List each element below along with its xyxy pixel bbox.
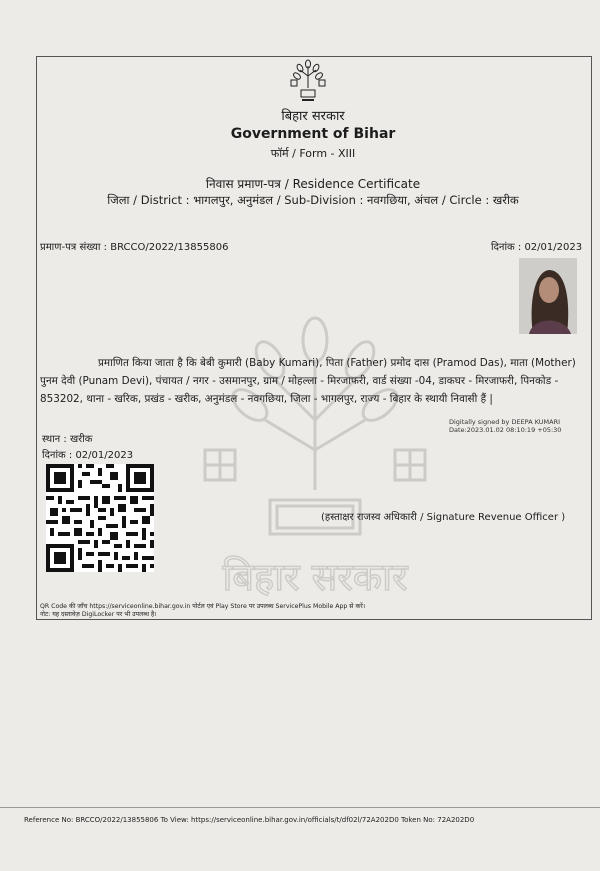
digital-signature-date: Date:2023.01.02 08:10:19 +05:30 [449, 426, 562, 434]
certificate-number: प्रमाण-पत्र संख्या : BRCCO/2022/13855806 [40, 242, 229, 253]
form-number: फॉर्म / Form - XIII [270, 147, 356, 160]
signature-label: (हस्ताक्षर राजस्व अधिकारी / Signature Revenue Officer ) [321, 512, 566, 523]
government-title: Government of Bihar [230, 126, 396, 142]
place-of-issue: स्थान : खरीक [42, 434, 93, 445]
watermark-text: बिहार सरकार [222, 555, 408, 599]
applicant-photo [519, 258, 577, 334]
footer-reference: Reference No: BRCCO/2022/13855806 To View: https://serviceonline.bihar.gov.in/officials/t/df02l/72A202D0 Token No: 72A202D0 [24, 816, 475, 824]
qr-code-icon[interactable] [46, 464, 154, 572]
district-line: जिला / District : भागलपुर, अनुमंडल / Sub-Division : नवगछिया, अंचल / Circle : खरीक [107, 193, 519, 207]
certificate-title: निवास प्रमाण-पत्र / Residence Certificate [205, 177, 421, 191]
digital-signature [449, 418, 561, 434]
bihar-emblem-icon [288, 58, 328, 104]
issue-date: दिनांक : 02/01/2023 [42, 450, 134, 461]
digilocker-note: नोट: यह दस्तावेज़ DigiLocker पर भी उपलब्ध है। [40, 611, 157, 618]
qr-verification-note: QR Code की जाँच https://serviceonline.bihar.gov.in पोर्टल एवं Play Store पर उपलब्ध ServicePlus Mobile App से करें। [40, 603, 366, 610]
hindi-government-title: बिहार सरकार [281, 109, 345, 124]
bihar-emblem-watermark-icon [195, 300, 435, 600]
certificate-body: प्रमाणित किया जाता है कि बेबी कुमारी (Baby Kumari), पिता (Father) प्रमोद दास (Pramod Das), माता (Mother) पुनम देवी (Punam Devi), पंचायत / नगर - उसमानपुर, ग्राम / मोहल्ला - मिरजाफरी, वार्ड संख्या -04, डाकघर - मिरजाफरी, पिनकोड - 853202, थाना - खरिक, प्रखंड - खरीक, अनुमंडल - नवगछिया, जिला - भागलपुर, राज्य - बिहार के स्थायी निवासी हैं | [40, 357, 576, 405]
footer-divider [0, 807, 600, 808]
certificate-date: दिनांक : 02/01/2023 [491, 242, 583, 253]
digital-signature-name: Digitally signed by DEEPA KUMARI [449, 418, 561, 426]
